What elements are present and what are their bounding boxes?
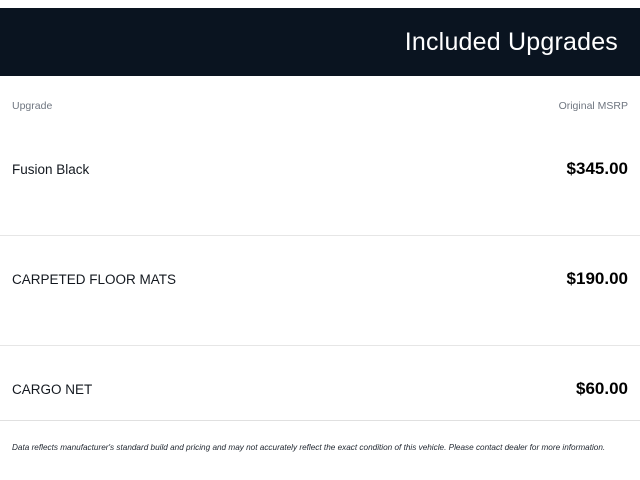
upgrades-table: [0, 126, 640, 456]
table-row: [0, 126, 640, 236]
upgrade-name: Fusion Black: [12, 162, 90, 177]
footer-divider: [0, 420, 640, 421]
column-header-upgrade: Upgrade: [12, 100, 53, 112]
column-header-original-msrp: Original MSRP: [558, 100, 628, 112]
upgrade-price: $60.00: [576, 379, 628, 398]
upgrade-name: CARGO NET: [12, 382, 93, 397]
upgrade-price: $190.00: [566, 269, 628, 288]
upgrade-name: CARPETED FLOOR MATS: [12, 272, 177, 287]
page-title: Included Upgrades: [404, 27, 618, 56]
page-header: [0, 8, 640, 76]
table-column-headers: [0, 92, 640, 120]
table-row: [0, 346, 640, 456]
disclaimer-text: Data reflects manufacturer's standard build and pricing and may not accurately reflect the exact condition of this vehicle. Please contact dealer for more information.: [12, 443, 606, 452]
table-row: [0, 236, 640, 346]
upgrade-price: $345.00: [566, 159, 628, 178]
